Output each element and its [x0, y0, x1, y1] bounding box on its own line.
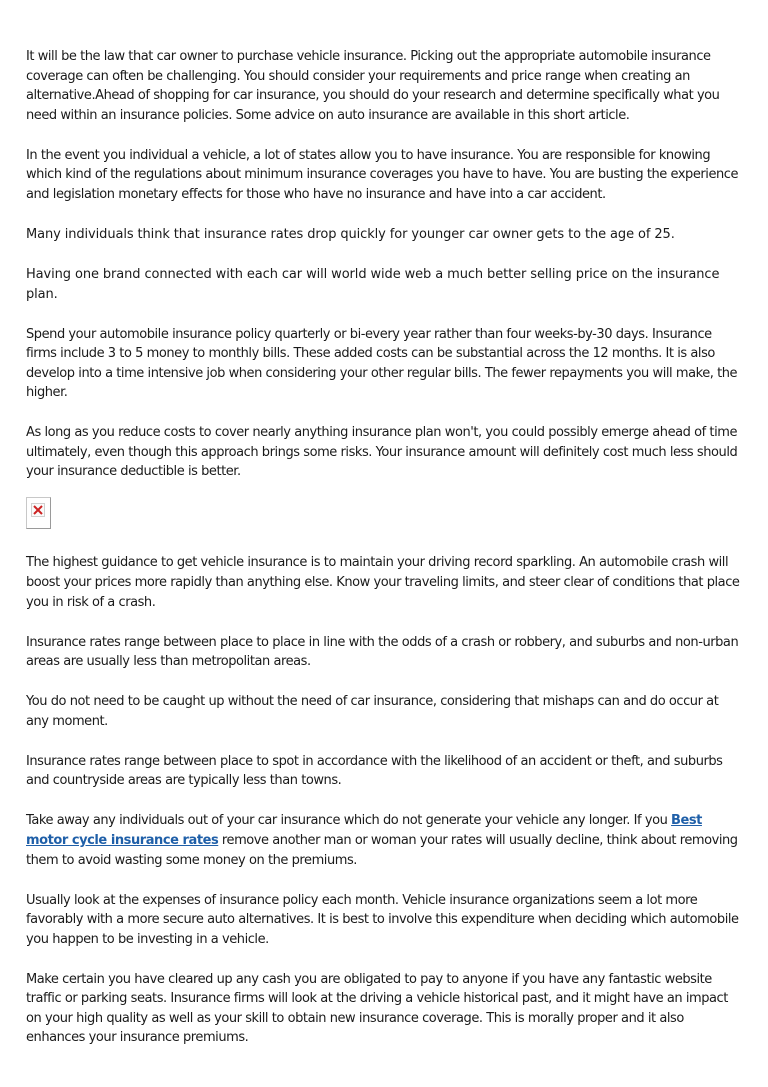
paragraph-rates-place-theft: Insurance rates range between place to spot in accordance with the likelihood of an accident or theft, and suburbs and countryside areas are typically less than towns.	[26, 753, 723, 789]
paragraph-one-brand: Having one brand connected with each car will world wide web a much better selling price on the insurance plan.	[26, 266, 720, 302]
paragraph-driving-record: The highest guidance to get vehicle insurance is to maintain your driving record sparkling. An automobile crash will boost your prices more rapidly than anything else. Know your traveling limits, and steer clear of conditions that place you in risk of a crash.	[26, 555, 740, 610]
paragraph-rates-place-robbery: Insurance rates range between place to place in line with the odds of a crash or robbery, and suburbs and non-urban areas are usually less than metropolitan areas.	[26, 634, 739, 670]
close-x-icon	[33, 505, 43, 515]
paragraph-law-requirement: It will be the law that car owner to purchase vehicle insurance. Picking out the appropriate automobile insurance coverage can often be challenging. You should consider your requirements and price range when creating an alternative.Ahead of shopping for car insurance, you should do your research and determine specifically what you need within an insurance policies. Some advice on auto insurance are available in this short article.	[26, 49, 720, 123]
paragraph-age-25: Many individuals think that insurance rates drop quickly for younger car owner gets to the age of 25.	[26, 226, 675, 242]
broken-image-icon	[31, 503, 45, 517]
paragraph-state-requirements: In the event you individual a vehicle, a lot of states allow you to have insurance. You are responsible for knowing which kind of the regulations about minimum insurance coverages you have to have. You are busting the experience and legislation monetary effects for those who have no insurance and have into a car accident.	[26, 147, 739, 202]
broken-image-placeholder	[26, 497, 51, 529]
paragraph-cleared-debts: Make certain you have cleared up any cash you are obligated to pay to anyone if you have any fantastic website traffic or parking seats. Insurance firms will look at the driving a vehicle historical past, and it might have an impact on your high quality as well as your skill to obtain new insurance coverage. This is morally proper and it also enhances your insurance premiums.	[26, 971, 728, 1046]
paragraph-monthly-expenses: Usually look at the expenses of insurance policy each month. Vehicle insurance organizations seem a lot more favorably with a more secure auto alternatives. It is best to involve this expenditure when deciding which automobile you happen to be investing in a vehicle.	[26, 892, 739, 947]
paragraph-remove-drivers	[26, 811, 744, 870]
best-motorcycle-insurance-link[interactable]: Best motor cycle insurance rates	[26, 813, 702, 848]
paragraph-payment-schedule: Spend your automobile insurance policy quarterly or bi-every year rather than four weeks-by-30 days. Insurance firms include 3 to 5 money to monthly bills. These added costs can be substantial across the 12 months. It is also develop into a time intensive job when considering your other regular bills. The fewer repayments you will make, the higher.	[26, 326, 738, 401]
link-paragraph-before: Take away any individuals out of your car insurance which do not generate your vehicle any longer. If you	[26, 813, 672, 829]
document-body	[26, 47, 744, 1068]
paragraph-mishaps: You do not need to be caught up without the need of car insurance, considering that mishaps can and do occur at any moment.	[26, 694, 719, 729]
paragraph-deductible: As long as you reduce costs to cover nearly anything insurance plan won't, you could possibly emerge ahead of time ultimately, even though this approach brings some risks. Your insurance amount will definitely cost much less should your insurance deductible is better.	[26, 425, 738, 480]
link-paragraph-after: remove another man or woman your rates will usually decline, think about removing them to avoid wasting some money on the premiums.	[26, 832, 738, 868]
